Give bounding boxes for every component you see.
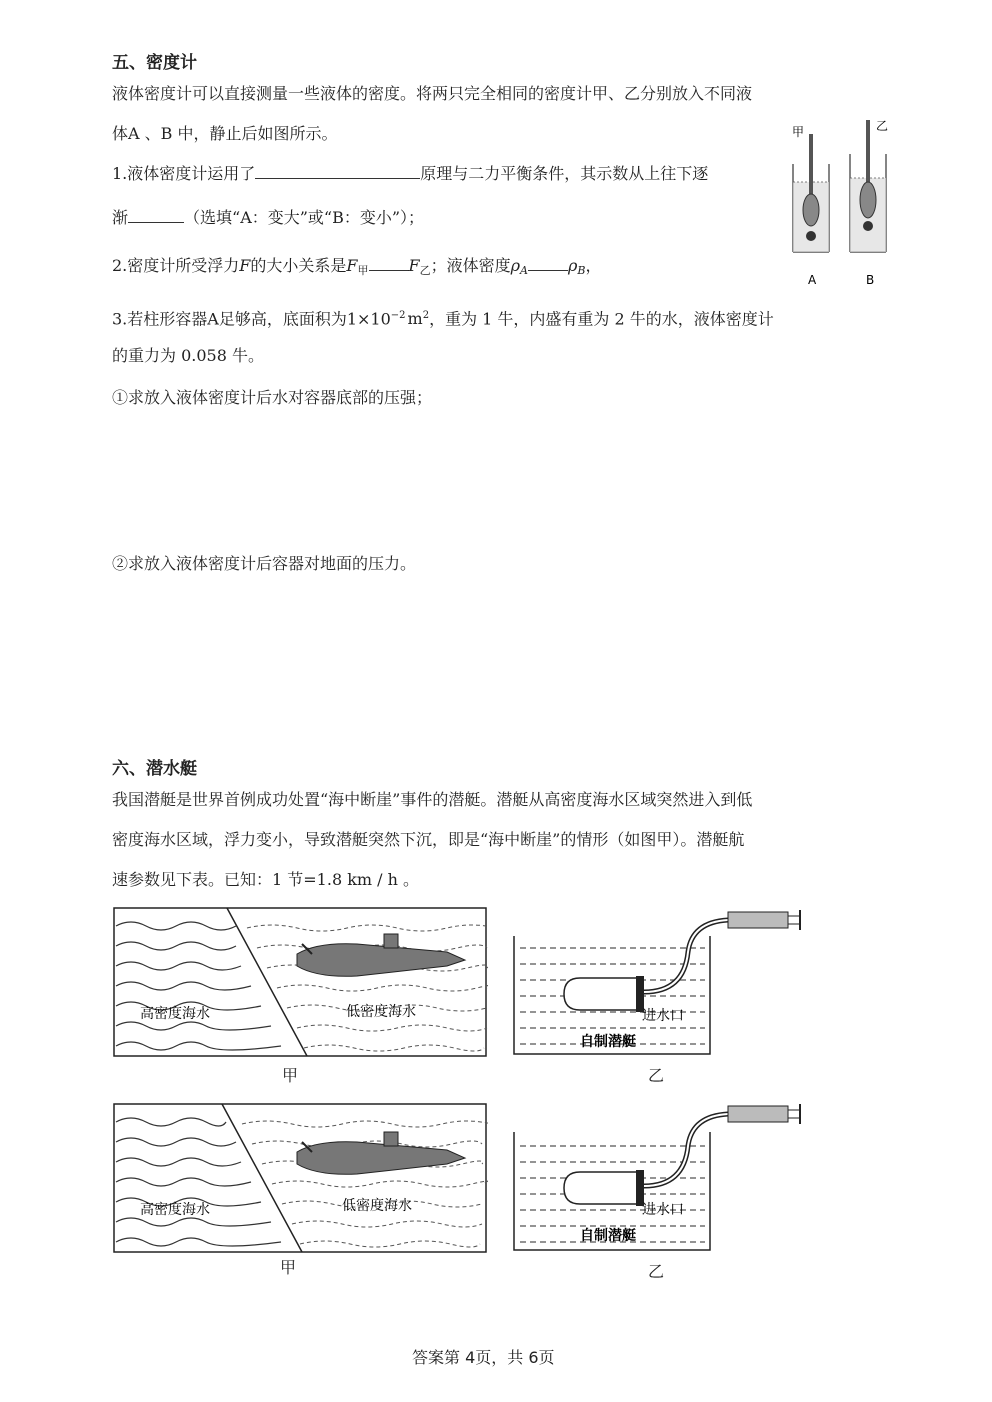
section6-intro-line1: 我国潜艇是世界首例成功处置“海中断崖”事件的潜艇。潜艇从高密度海水区域突然进入到低 (112, 790, 753, 809)
q1-blank-trend[interactable] (128, 208, 184, 223)
q2-end: ， (585, 256, 602, 275)
q2-rho-A: ρ (510, 256, 521, 275)
q1-blank-principle[interactable] (255, 164, 420, 179)
label-jia: 甲 (792, 125, 805, 139)
figure-yi-1 (510, 906, 810, 1058)
container-B (850, 119, 889, 252)
question-3-sub2: ②求放入液体密度计后容器对地面的压力。 (112, 554, 417, 573)
syringe-icon (728, 910, 800, 930)
caption-yi-1: 乙 (648, 1066, 665, 1085)
label-A: A (808, 273, 817, 287)
figure-yi-2 (510, 1102, 810, 1254)
syringe-icon-2 (728, 1104, 800, 1124)
q2-blank-force[interactable] (369, 256, 409, 271)
caption-jia-1: 甲 (282, 1066, 299, 1085)
q3-unit: m (407, 309, 423, 329)
page-footer: 答案第 4页，共 6页 (412, 1348, 555, 1367)
caption-jia-2: 甲 (280, 1258, 297, 1277)
figure-jia-2 (112, 1102, 488, 1254)
label-high-density: 高密度海水 (140, 1006, 210, 1022)
question-1-line1 (112, 164, 708, 184)
label-homemade-submarine: 自制潜艇 (580, 1034, 636, 1050)
q3-unit-exp: 2 (422, 310, 430, 321)
q3-exp: −2 (390, 310, 406, 321)
question-3-sub1: ①求放入液体密度计后水对容器底部的压强； (112, 388, 433, 407)
section6-heading: 六、潜水艇 (112, 759, 197, 779)
question-2 (112, 256, 602, 281)
q1-prefix: 1.液体密度计运用了 (112, 164, 256, 183)
q2-rho-B: ρ (568, 256, 578, 275)
q2-mid: 的大小关系是 (250, 256, 347, 275)
label-homemade-submarine-2: 自制潜艇 (580, 1228, 636, 1244)
caption-yi-2: 乙 (648, 1262, 665, 1281)
q2-blank-density[interactable] (528, 256, 568, 271)
label-high-density-2: 高密度海水 (140, 1202, 210, 1218)
section5-heading: 五、密度计 (112, 53, 197, 73)
q1-suffix: 原理与二力平衡条件，其示数从上往下逐 (420, 164, 709, 183)
container-A (793, 134, 829, 252)
q2-rho-A-sub: A (520, 264, 528, 277)
q2-F-yi: F (408, 256, 420, 275)
label-yi: 乙 (876, 119, 889, 133)
q1-line2-suffix: （选填“A：变大”或“B：变小”）； (184, 208, 425, 227)
q3-line1-b: ，重为 1 牛，内盛有重为 2 牛的水，液体密度计 (429, 309, 774, 329)
q2-F-jia-sub: 甲 (357, 264, 369, 277)
q3-area: 1×10 (346, 309, 391, 329)
figure-jia-1 (112, 906, 488, 1058)
q2-F-yi-sub: 乙 (419, 264, 431, 277)
homemade-submarine-icon (564, 976, 644, 1012)
question-3-line2: 的重力为 0.058 牛。 (112, 346, 264, 365)
q2-prefix: 2.密度计所受浮力 (112, 256, 240, 275)
label-low-density-2: 低密度海水 (342, 1198, 412, 1214)
homemade-submarine-icon-2 (564, 1170, 644, 1206)
section6-intro-line3: 速参数见下表。已知：1 节=1.8 km / h 。 (112, 870, 420, 889)
label-low-density: 低密度海水 (346, 1004, 416, 1020)
q2-F: F (239, 256, 251, 275)
q2-rho-B-sub: B (577, 264, 586, 277)
label-water-inlet-2: 进水口 (642, 1202, 684, 1218)
section6-intro-line2: 密度海水区域，浮力变小，导致潜艇突然下沉，即是“海中断崖”的情形（如图甲）。潜艇航 (112, 830, 745, 849)
question-3-line1 (112, 306, 774, 329)
section5-intro-line1: 液体密度计可以直接测量一些液体的密度。将两只完全相同的密度计甲、乙分别放入不同液 (112, 84, 753, 103)
question-1-line2 (112, 208, 424, 228)
q2-liquid: ；液体密度 (430, 256, 511, 275)
q1-line2-prefix: 渐 (112, 208, 129, 227)
q3-line1-a: 3.若柱形容器A足够高，底面积为 (112, 309, 347, 329)
hydrometer-figure (780, 112, 890, 292)
q2-F-jia: F (346, 256, 358, 275)
label-B: B (866, 273, 875, 287)
section5-intro-line2: 体A 、B 中，静止后如图所示。 (112, 124, 338, 143)
label-water-inlet: 进水口 (642, 1008, 684, 1024)
